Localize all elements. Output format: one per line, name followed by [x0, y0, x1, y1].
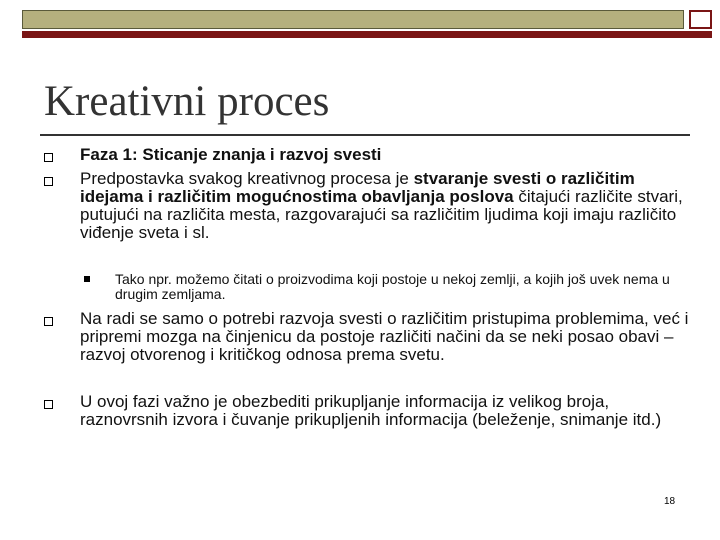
- bullet-item-2: [80, 170, 692, 242]
- bullet-item-3: [80, 310, 692, 364]
- checkbox-bullet-icon: [44, 153, 53, 162]
- slide-title: Kreativni proces: [44, 78, 330, 125]
- bullet-item-2-text-end: čitajući različite stvari, putujući na različita mesta, razgovarajući sa različitim ljudima koji imaju različito viđenje sveta i sl.: [80, 187, 683, 242]
- checkbox-bullet-icon: [44, 400, 53, 409]
- bullet-item-1-text: Faza 1: Sticanje znanja i razvoj svesti: [80, 145, 382, 164]
- square-bullet-icon: [84, 276, 90, 282]
- bullet-item-4-text: U ovoj fazi važno je obezbediti prikupljanje informacija iz velikog broja, raznovrsnih izvora i čuvanje prikupljenih informacija (beleženje, snimanje itd.): [80, 392, 662, 429]
- checkbox-bullet-icon: [44, 177, 53, 186]
- sub-bullet-item-1: [115, 272, 675, 302]
- bullet-item-2-text: Predpostavka svakog kreativnog procesa je: [80, 169, 414, 188]
- sub-bullet-item-1-text: Tako npr. možemo čitati o proizvodima koji postoje u nekoj zemlji, a kojih još uvek nema u drugim zemljama.: [115, 271, 670, 302]
- bullet-item-3-text: Na radi se samo o potrebi razvoja svesti o različitim pristupima problemima, već i pripremi mozga na činjenicu da postoje različiti načini da se neki posao obavi – razvoj otvorenog i kritičkog odnosa prema svetu.: [80, 309, 689, 364]
- bullet-item-2-emphasis: stvaranje svesti o različitim idejama i različitim mogućnostima obavljanja poslova: [80, 169, 635, 206]
- page-number: 18: [664, 496, 676, 507]
- bullet-item-1: [80, 146, 695, 164]
- checkbox-bullet-icon: [44, 317, 53, 326]
- bullet-item-4: [80, 393, 680, 429]
